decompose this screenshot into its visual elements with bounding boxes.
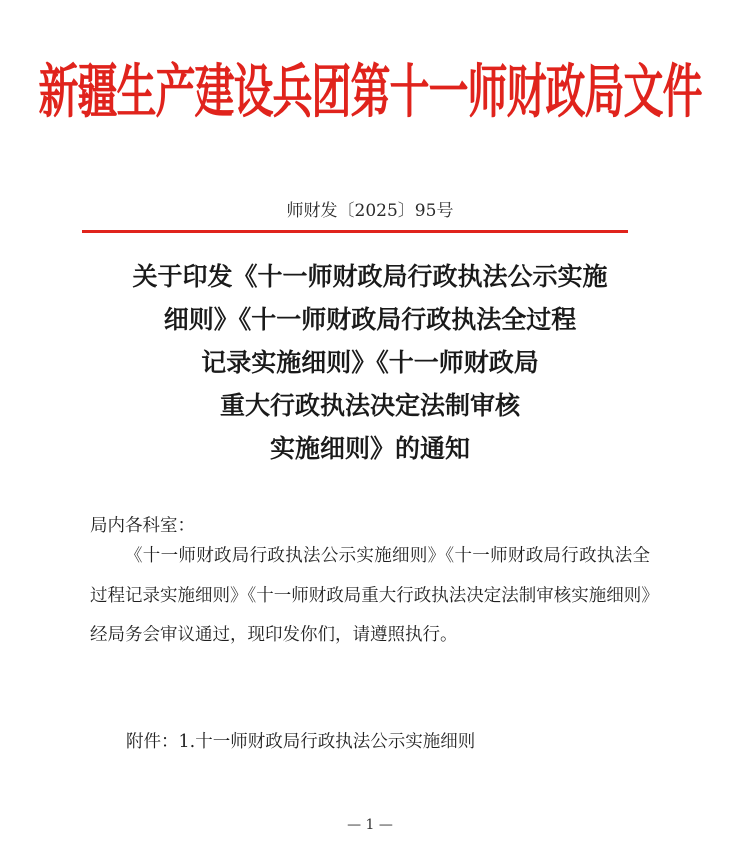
red-divider-line — [82, 230, 628, 233]
letterhead-title: 新疆生产建设兵团第十一师财政局文件 — [38, 58, 702, 127]
attachment-line: 附件：1.十一师财政局行政执法公示实施细则 — [126, 732, 476, 752]
title-line: 重大行政执法决定法制审核 — [219, 391, 520, 420]
title-line: 细则》《十一师财政局行政执法全过程 — [163, 305, 577, 334]
salutation: 局内各科室： — [90, 516, 195, 536]
title-line: 记录实施细则》《十一师财政局 — [201, 348, 539, 377]
document-number: 师财发〔2025〕95号 — [286, 201, 454, 221]
title-line: 实施细则》的通知 — [269, 434, 470, 463]
title-line: 关于印发《十一师财政局行政执法公示实施 — [132, 262, 608, 291]
body-paragraph: 《十一师财政局行政执法公示实施细则》《十一师财政局行政执法全过程记录实施细则》《十一师财政局重大行政执法决定法制审核实施细则》经局务会审议通过，现印发你们，请遵照执行。 — [90, 546, 650, 645]
notice-title — [0, 255, 740, 470]
page-number: — 1 — — [347, 817, 393, 833]
